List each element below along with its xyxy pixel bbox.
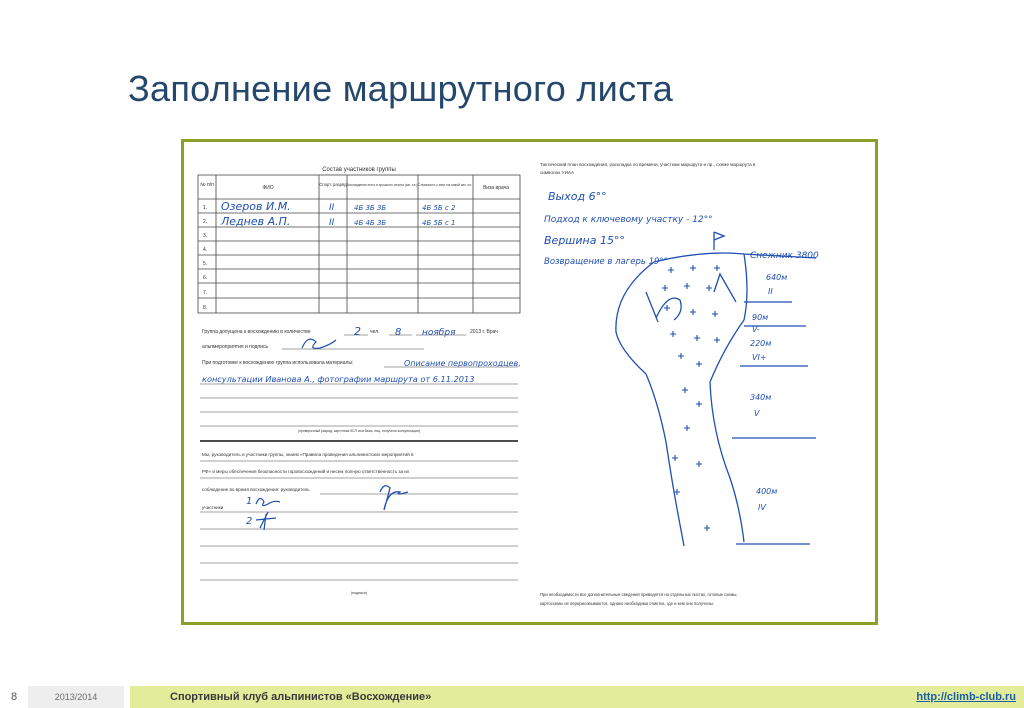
table-caption: Состав участников группы: [322, 167, 396, 173]
route-seg3-category: VI+: [752, 353, 767, 362]
row-number: 2.: [203, 219, 208, 225]
member-name: Леднев А.П.: [221, 215, 291, 228]
row-number: 6.: [203, 275, 208, 281]
row-number: 7.: [203, 290, 208, 296]
admitted-unit: чел.: [370, 329, 380, 335]
col-header-rank: Спорт. разряд: [319, 182, 347, 187]
declaration-line-3: соблюдение во время восхождения: руководитель: [202, 487, 310, 492]
declaration-line-1: Мы, руководитель и участники группы, знаем «Правила проведения альпинистских мероприятий в: [202, 452, 414, 457]
col-header-difficulty: Сложность с кем, на какой кат. сл.: [418, 183, 472, 187]
season-year: 2013/2014: [28, 686, 124, 708]
admitted-year: 2013 г. Врач: [470, 329, 498, 335]
admitted-count: 2: [354, 325, 361, 338]
participant-1-mark: 1: [246, 496, 253, 507]
row-number: 4.: [203, 247, 208, 253]
route-seg1-length: 640м: [766, 273, 788, 282]
admitted-month: ноября: [422, 328, 456, 338]
signature-caption: (подписи): [350, 591, 368, 595]
row-numbers: [203, 205, 207, 311]
route-sheet-scan: [184, 142, 875, 622]
page-number: 8: [10, 691, 18, 703]
footnote-1: При необходимости все дополнительные сведения приводятся на отдельных листах, готовые схемы,: [540, 592, 738, 597]
route-seg1-category: II: [768, 287, 773, 296]
slide-footer: [0, 686, 1024, 708]
route-seg5-length: 400м: [756, 487, 778, 496]
member-difficulty: 4Б 5Б с 1: [422, 219, 456, 227]
route-seg3-length: 220м: [750, 339, 772, 348]
row-number: 5.: [203, 261, 208, 267]
route-snow-label: Снежник 3800: [750, 251, 819, 261]
participant-2-signature: [256, 512, 276, 530]
leader-signature: [380, 486, 408, 510]
row-number: 1.: [203, 205, 208, 211]
member-rank: II: [329, 218, 335, 228]
participants-label: участники: [202, 505, 224, 510]
col-header-ascents: Восхождения этого и прошлого сезона (кат. сл.): [346, 183, 418, 187]
col-header-visa: Виза врача: [482, 185, 510, 191]
route-seg2-length: 90м: [752, 313, 769, 322]
member-ascents: 4Б 4Б 3Б: [354, 219, 387, 227]
members-table-grid: [198, 175, 520, 313]
row-number: 8.: [203, 305, 208, 311]
footnote-2: картосхемы не перерисовываются, однако необходима отметка, где и кем они получены.: [540, 601, 715, 606]
admitted-label: Группа допущена к восхождению в количестве: [202, 329, 311, 335]
slide-title: Заполнение маршрутного листа: [128, 68, 674, 109]
member-difficulty: 4Б 5Б с 2: [422, 204, 456, 212]
plan-header-2: символах УИАА: [540, 170, 575, 175]
club-name: Спортивный клуб альпинистов «Восхождение»: [170, 691, 432, 703]
club-link[interactable]: http://climb-club.ru: [916, 691, 1016, 703]
admitted-day: 8: [395, 327, 402, 338]
declaration-line-2: РФ» и меры обеспечения безопасности горовосхождений и несем полную ответственность за их: [202, 469, 410, 474]
col-header-name: ФИО: [262, 185, 274, 191]
col-header-num: № п/п: [200, 182, 214, 188]
participant-2-mark: 2: [246, 516, 253, 527]
doctor-signature-label: альпмероприятия и подпись: [202, 344, 269, 350]
route-seg2-category: V-: [752, 325, 760, 334]
plan-header-1: Тактический план восхождения, раскладка по времени, участкам маршрута и пр., схеме маршрута в: [540, 162, 756, 167]
materials-handwritten-2: консультации Иванова А., фотографии маршрута от 6.11.2013: [202, 374, 475, 384]
route-seg4-length: 340м: [750, 393, 772, 402]
materials-handwritten-1: Описание первопроходцев,: [404, 359, 521, 368]
plan-line-4: Возвращение в лагерь 19°°: [544, 257, 668, 267]
doctor-signature: [302, 339, 336, 348]
route-seg4-category: V: [754, 409, 760, 418]
footer-bar: [130, 686, 1024, 708]
row-number: 3.: [203, 233, 208, 239]
member-rank: II: [329, 203, 335, 213]
route-sheet-image: [181, 139, 878, 625]
member-name: Озеров И.М.: [221, 200, 291, 213]
member-ascents: 4Б 3Б 3Б: [354, 204, 387, 212]
plan-line-2: Подход к ключевому участку - 12°°: [544, 215, 713, 225]
participant-1-signature: [256, 498, 280, 505]
plan-line-3: Вершина 15°°: [544, 234, 625, 247]
plan-line-1: Выход 6°°: [548, 190, 607, 203]
reviewer-caption: (проверочный разряд, картотека КСП или базы, лиц. получено консультации): [298, 429, 420, 433]
route-seg5-category: IV: [758, 503, 766, 512]
materials-label: При подготовке к восхождению группа использовала материалы:: [202, 360, 354, 366]
